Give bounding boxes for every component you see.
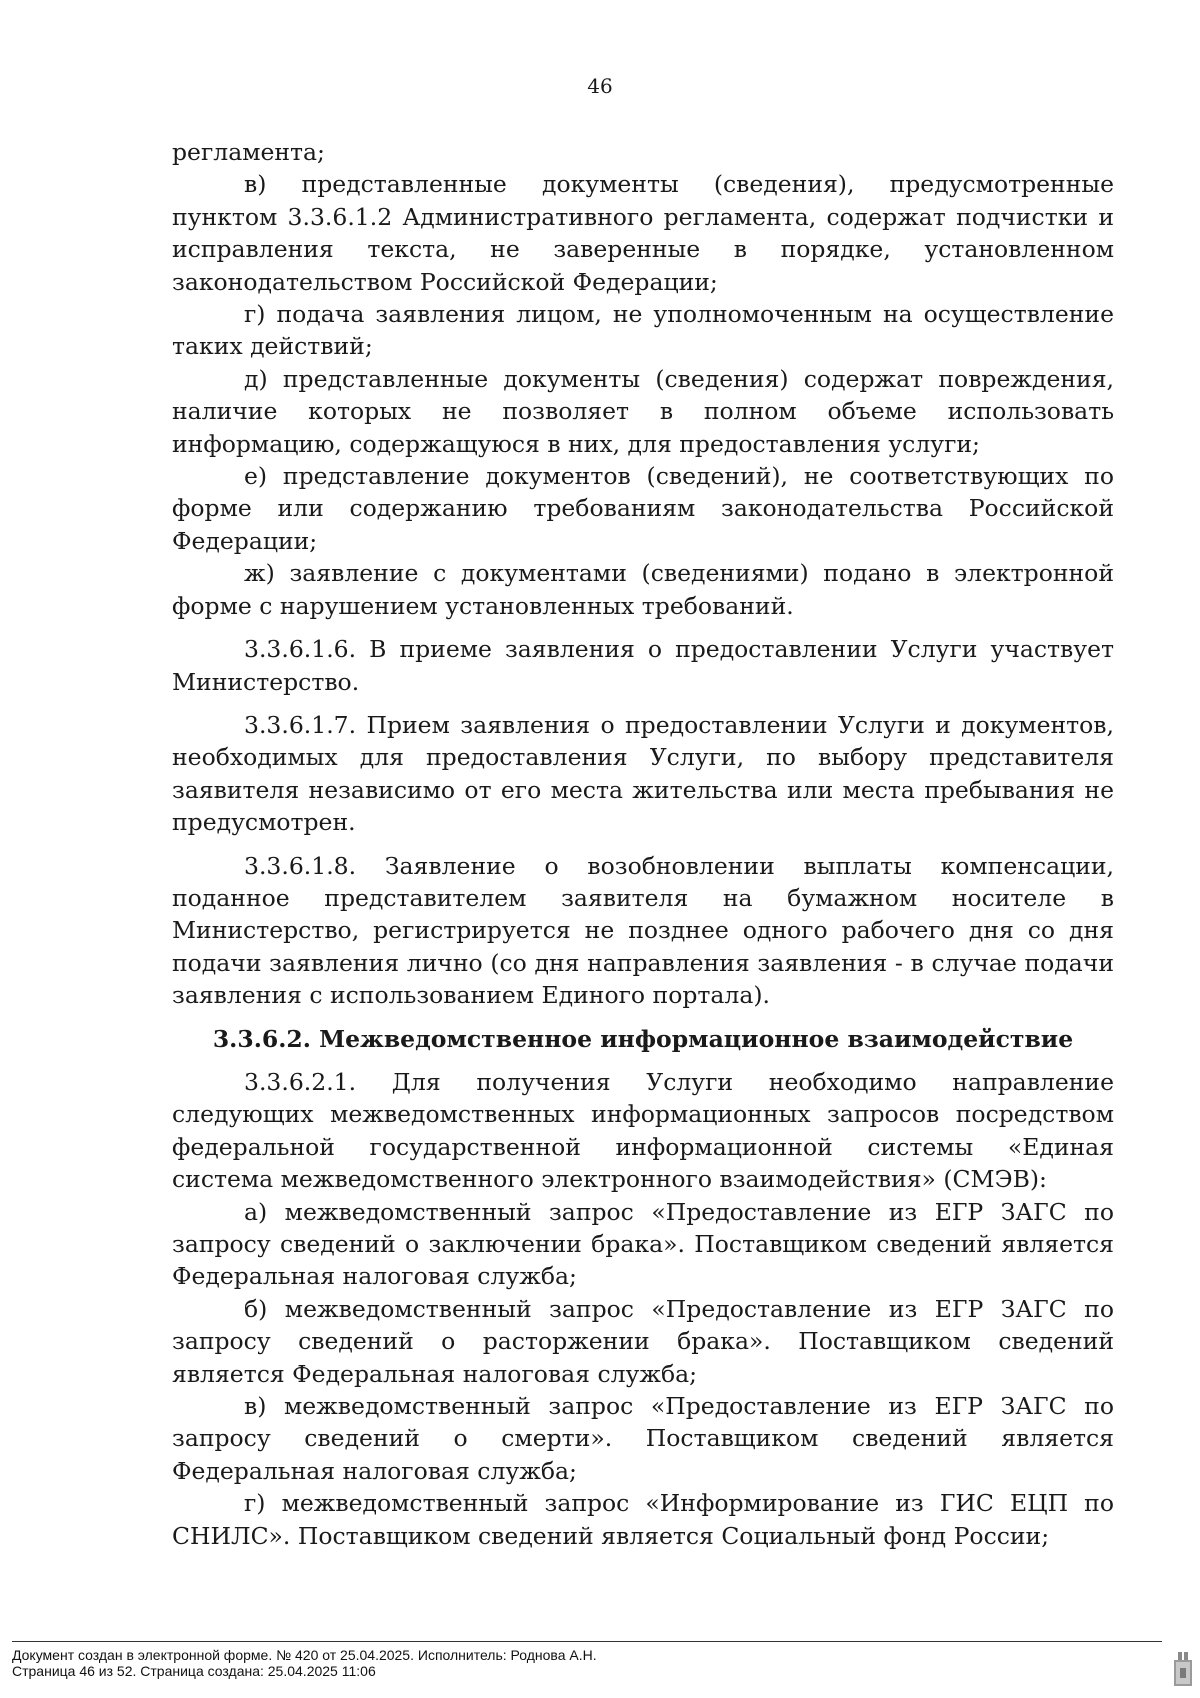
paragraph: ж) заявление с документами (сведениями) подано в электронной форме с нарушением установленных требований.	[172, 559, 1114, 620]
paragraph: 3.3.6.1.6. В приеме заявления о предоставлении Услуги участвует Министерство.	[172, 635, 1114, 696]
paragraph: а) межведомственный запрос «Предоставление из ЕГР ЗАГС по запросу сведений о заключении брака». Поставщиком сведений является Федеральная налоговая служба;	[172, 1197, 1114, 1291]
document-body	[172, 136, 1114, 1552]
coat-of-arms-icon	[1172, 1650, 1194, 1688]
paragraph: г) межведомственный запрос «Информирование из ГИС ЕЦП по СНИЛС». Поставщиком сведений является Социальный фонд России;	[172, 1489, 1114, 1550]
paragraph: в) представленные документы (сведения), предусмотренные пунктом 3.3.6.1.2 Административного регламента, содержат подчистки и исправления текста, не заверенные в порядке, установленном законодательством Российской Федерации;	[172, 170, 1114, 296]
paragraph: в) межведомственный запрос «Предоставление из ЕГР ЗАГС по запросу сведений о смерти». Поставщиком сведений является Федеральная налоговая служба;	[172, 1392, 1114, 1485]
paragraph: 3.3.6.1.8. Заявление о возобновлении выплаты компенсации, поданное представителем заявителя на бумажном носителе в Министерство, регистрируется не позднее одного рабочего дня со дня подачи заявления лично (со дня направления заявления - в случае подачи заявления с использованием Единого портала).	[172, 851, 1114, 1010]
paragraphs-after-heading	[172, 1066, 1114, 1552]
paragraphs-before-heading	[172, 136, 1114, 1012]
paragraph: 3.3.6.1.7. Прием заявления о предоставлении Услуги и документов, необходимых для предоставления Услуги, по выбору представителя заявителя независимо от его места жительства или места пребывания не предусмотрен.	[172, 710, 1114, 837]
footer-line-2: Страница 46 из 52. Страница создана: 25.04.2025 11:06	[12, 1663, 376, 1679]
paragraph: регламента;	[172, 138, 325, 166]
footer-line-1: Документ создан в электронной форме. № 420 от 25.04.2025. Исполнитель: Роднова А.Н.	[12, 1647, 597, 1663]
footer-divider	[12, 1641, 1162, 1642]
page-number: 46	[587, 74, 613, 98]
paragraph: 3.3.6.2.1. Для получения Услуги необходимо направление следующих межведомственных информационных запросов посредством федеральной государственной информационной системы «Единая система межведомственного электронного взаимодействия» (СМЭВ):	[172, 1067, 1114, 1194]
section-heading: 3.3.6.2. Межведомственное информационное взаимодействие	[212, 1024, 1074, 1053]
paragraph: д) представленные документы (сведения) содержат повреждения, наличие которых не позволяет в полном объеме использовать информацию, содержащуюся в них, для предоставления услуги;	[172, 364, 1114, 458]
paragraph: г) подача заявления лицом, не уполномоченным на осуществление таких действий;	[172, 300, 1114, 361]
paragraph: е) представление документов (сведений), не соответствующих по форме или содержанию требованиям законодательства Российской Федерации;	[172, 462, 1114, 555]
document-footer	[12, 1647, 597, 1679]
paragraph: б) межведомственный запрос «Предоставление из ЕГР ЗАГС по запросу сведений о расторжении брака». Поставщиком сведений является Федеральная налоговая служба;	[172, 1294, 1114, 1388]
